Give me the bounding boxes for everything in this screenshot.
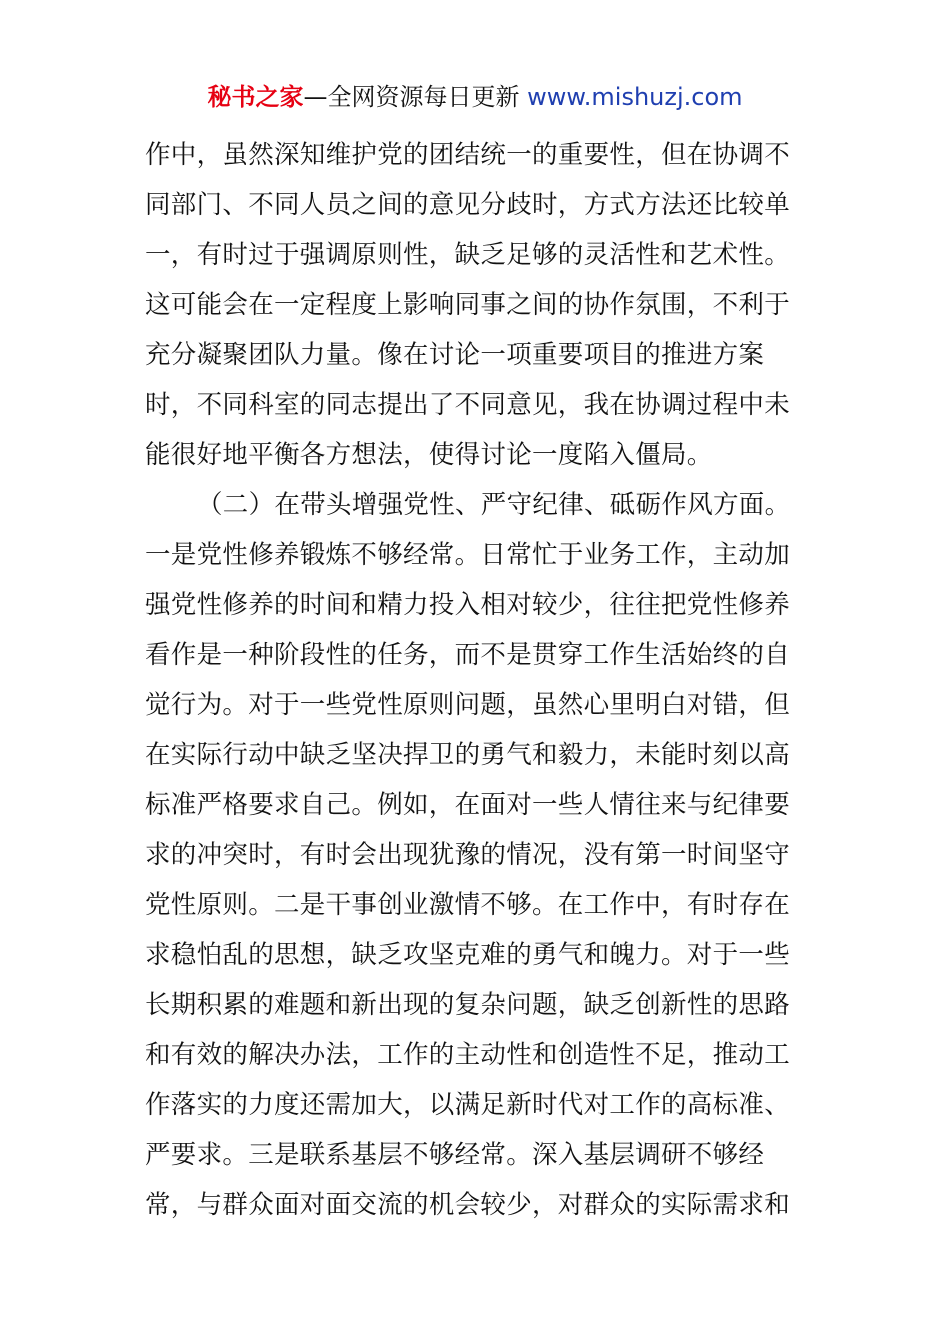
text-line: 看作是一种阶段性的任务，而不是贯穿工作生活始终的自	[145, 640, 791, 670]
text-line: 求稳怕乱的思想，缺乏攻坚克难的勇气和魄力。对于一些	[145, 940, 791, 970]
text-line: 时，不同科室的同志提出了不同意见，我在协调过程中未	[145, 390, 791, 420]
text-line: 同部门、不同人员之间的意见分歧时，方式方法还比较单	[145, 190, 791, 220]
text-line: 这可能会在一定程度上影响同事之间的协作氛围，不利于	[145, 290, 791, 320]
header-tagline: —全网资源每日更新	[303, 83, 528, 111]
text-line: 常，与群众面对面交流的机会较少，对群众的实际需求和	[145, 1190, 791, 1220]
text-line: 能很好地平衡各方想法，使得讨论一度陷入僵局。	[145, 440, 713, 470]
website-link[interactable]: www.mishuzj.com	[527, 83, 743, 111]
text-line: 和有效的解决办法，工作的主动性和创造性不足，推动工	[145, 1040, 791, 1070]
text-line: 严要求。三是联系基层不够经常。深入基层调研不够经	[145, 1140, 765, 1170]
text-line: 一，有时过于强调原则性，缺乏足够的灵活性和艺术性。	[145, 240, 791, 270]
text-line: 标准严格要求自己。例如，在面对一些人情往来与纪律要	[145, 790, 791, 820]
text-line: 一是党性修养锻炼不够经常。日常忙于业务工作，主动加	[145, 540, 791, 570]
text-line: 强党性修养的时间和精力投入相对较少，往往把党性修养	[145, 590, 791, 620]
text-line: 在实际行动中缺乏坚决捍卫的勇气和毅力，未能时刻以高	[145, 740, 791, 770]
text-line: 充分凝聚团队力量。像在讨论一项重要项目的推进方案	[145, 340, 765, 370]
text-line: 求的冲突时，有时会出现犹豫的情况，没有第一时间坚守	[145, 840, 791, 870]
text-line: 党性原则。二是干事创业激情不够。在工作中，有时存在	[145, 890, 791, 920]
document-body	[145, 130, 815, 1230]
brand-name: 秘书之家	[207, 83, 304, 111]
text-line: 作落实的力度还需加大，以满足新时代对工作的高标准、	[145, 1090, 791, 1120]
page-header	[0, 80, 950, 114]
text-line: 长期积累的难题和新出现的复杂问题，缺乏创新性的思路	[145, 990, 791, 1020]
text-line: 作中，虽然深知维护党的团结统一的重要性，但在协调不	[145, 140, 791, 170]
section-heading: （二）在带头增强党性、严守纪律、砥砺作风方面。	[197, 490, 791, 520]
text-line: 觉行为。对于一些党性原则问题，虽然心里明白对错，但	[145, 690, 791, 720]
